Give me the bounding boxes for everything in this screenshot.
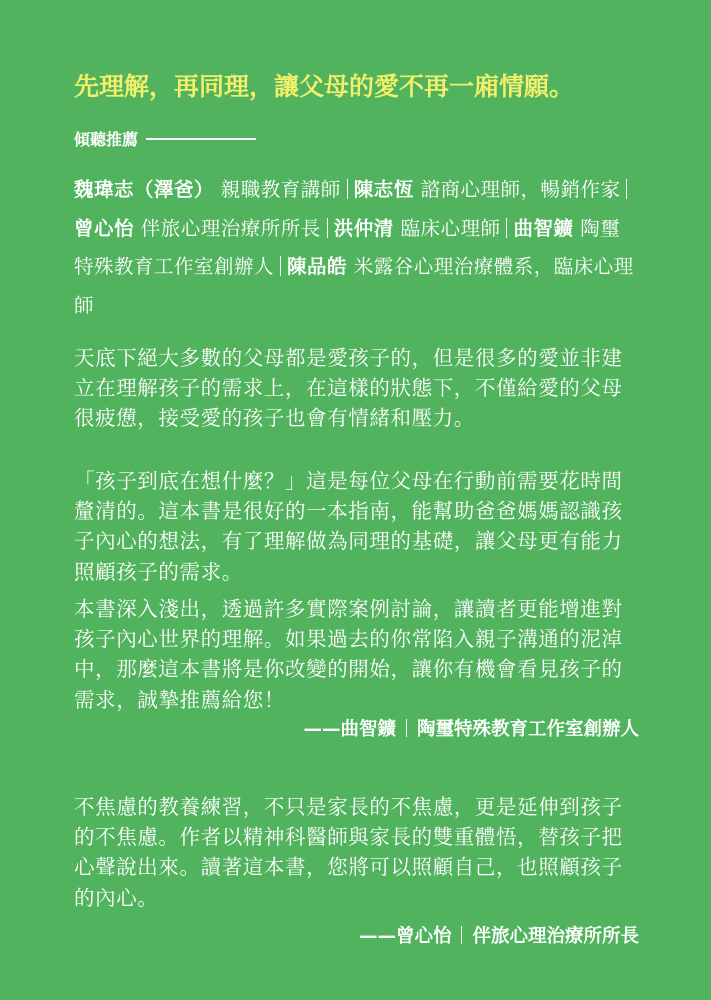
separator-bar: [347, 179, 348, 199]
endorsement1-signature: [303, 716, 639, 744]
headline: 先理解，再同理，讓父母的愛不再一廂情願。: [74, 72, 575, 101]
endorsement1-paragraph-1: 天底下絕大多數的父母都是愛孩子的，但是很多的愛並非建立在理解孩子的需求上，在這樣的狀態下，不僅給愛的父母很疲憊，接受愛的孩子也會有情緒和壓力。: [74, 346, 623, 431]
signature-name: ——曾心怡: [358, 926, 452, 947]
recommender-name: 曲智鑛: [513, 216, 574, 240]
recommender-title: 諮商心理師，暢銷作家: [420, 178, 621, 201]
separator-bar: [280, 256, 281, 276]
recommender-name: 陳品皓: [287, 255, 348, 278]
separator-bar: [327, 218, 328, 238]
separator-bar: [461, 926, 462, 944]
endorsement1-paragraph-3: 本書深入淺出，透過許多實際案例討論，讓讀者更能增進對孩子內心世界的理解。如果過去的你常陷入親子溝通的泥淖中，那麼這本書將是你改變的開始，讓你有機會看見孩子的需求，誠摯推薦給您！: [74, 597, 623, 712]
signature-title: 陶璽特殊教育工作室創辦人: [416, 719, 639, 740]
recommender-name: 洪仲清: [333, 216, 394, 240]
separator-bar: [506, 218, 507, 238]
recommend-label-text: 傾聽推薦: [74, 130, 139, 149]
signature-title: 伴旅心理治療所所長: [472, 926, 639, 947]
recommender-list: [74, 171, 640, 325]
endorsement1-paragraph-2: 「孩子到底在想什麼？」這是每位父母在行動前需要花時間釐清的。這本書是很好的一本指南，能幫助爸爸媽媽認識孩子內心的想法，有了理解做為同理的基礎，讓父母更有能力照顧孩子的需求。: [74, 469, 623, 584]
endorsement2-signature: [359, 923, 639, 951]
recommender-name: 曾心怡: [74, 216, 135, 240]
recommender-title: 親職教育講師: [220, 178, 341, 201]
recommender-title: 米露谷心理治療體系，臨床心理師: [74, 255, 634, 317]
recommender-title: 陶璽特殊教育工作室創辦人: [74, 216, 621, 278]
separator-bar: [406, 719, 407, 737]
recommend-label: [74, 128, 256, 152]
recommender-title: 伴旅心理治療所所長: [140, 216, 321, 240]
recommender-title: 臨床心理師: [400, 216, 501, 240]
signature-name: ——曲智鑛: [303, 719, 396, 740]
recommender-name: 魏瑋志（澤爸）: [74, 178, 215, 201]
recommender-name: 陳志恆: [353, 178, 414, 201]
recommend-label-rule: [146, 138, 256, 140]
separator-bar: [626, 179, 627, 199]
endorsement2-paragraph-1: 不焦慮的教養練習，不只是家長的不焦慮，更是延伸到孩子的不焦慮。作者以精神科醫師與家長的雙重體悟，替孩子把心聲說出來。讀著這本書，您將可以照顧自己，也照顧孩子的內心。: [74, 795, 623, 910]
